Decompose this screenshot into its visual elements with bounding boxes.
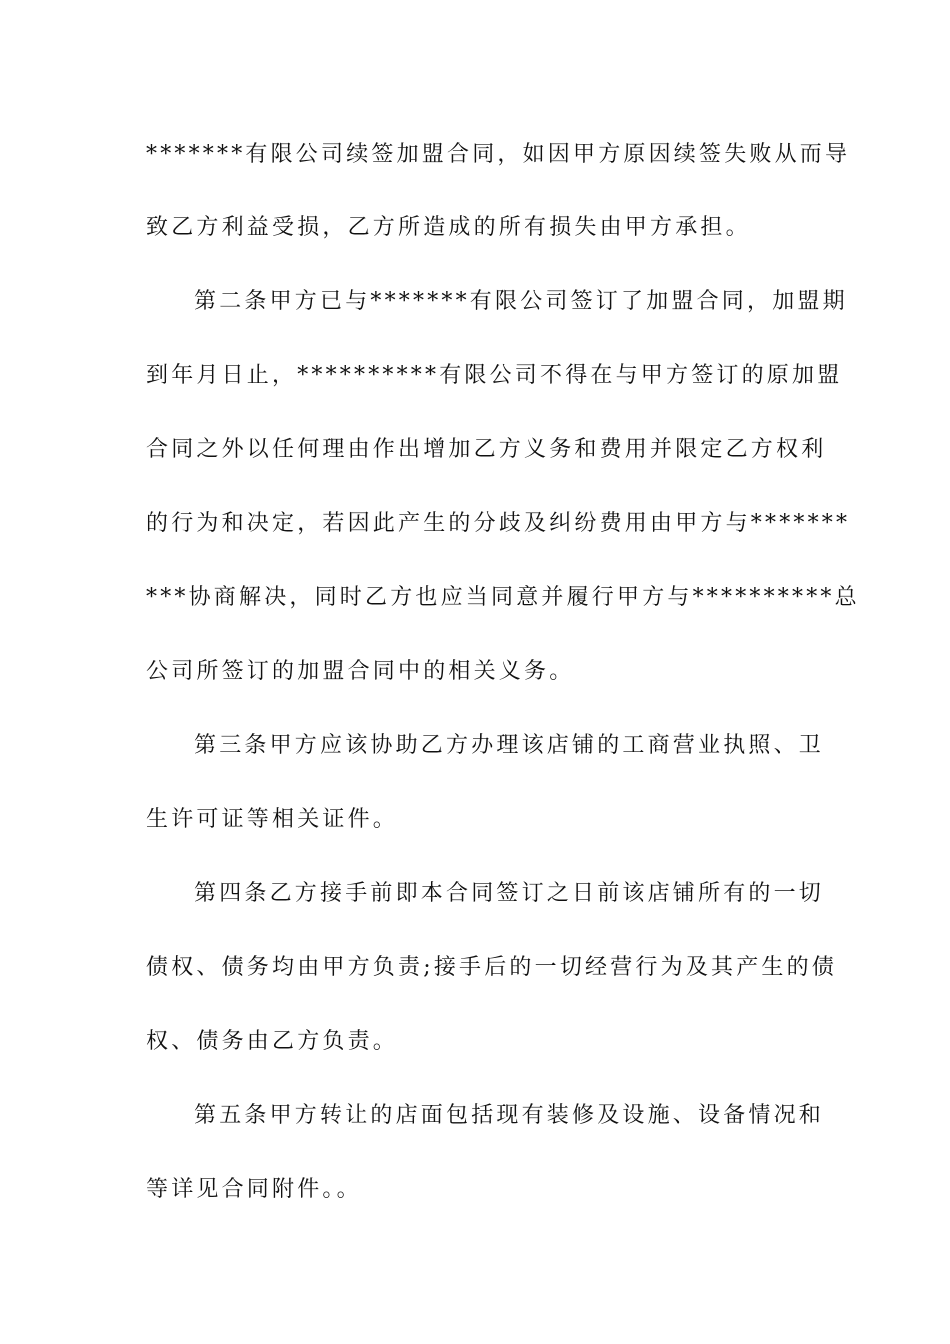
text-line: 生许可证等相关证件。 bbox=[146, 807, 399, 832]
text-line: 权、债务由乙方负责。 bbox=[146, 1029, 399, 1054]
text-line: 公司所签订的加盟合同中的相关义务。 bbox=[146, 659, 575, 684]
text-line: 的行为和决定，若因此产生的分歧及纠纷费用由甲方与******* bbox=[146, 511, 851, 536]
text-line: 债权、债务均由甲方负责;接手后的一切经营行为及其产生的债 bbox=[146, 955, 838, 980]
clause-4-start: 第四条乙方接手前即本合同签订之日前该店铺所有的一切 bbox=[194, 881, 825, 906]
clause-2-start: 第二条甲方已与*******有限公司签订了加盟合同，加盟期 bbox=[194, 289, 848, 314]
clause-5-start: 第五条甲方转让的店面包括现有装修及设施、设备情况和 bbox=[194, 1103, 825, 1128]
text-line: *******有限公司续签加盟合同，如因甲方原因续签失败从而导 bbox=[146, 142, 851, 167]
text-line: 致乙方利益受损，乙方所造成的所有损失由甲方承担。 bbox=[146, 215, 751, 240]
text-line: 合同之外以任何理由作出增加乙方义务和费用并限定乙方权利 bbox=[146, 437, 827, 462]
text-line: 到年月日止，**********有限公司不得在与甲方签订的原加盟 bbox=[146, 363, 843, 388]
clause-3-start: 第三条甲方应该协助乙方办理该店铺的工商营业执照、卫 bbox=[194, 733, 825, 758]
text-line: ***协商解决，同时乙方也应当同意并履行甲方与**********总 bbox=[146, 585, 860, 610]
text-line: 等详见合同附件。。 bbox=[146, 1177, 362, 1202]
